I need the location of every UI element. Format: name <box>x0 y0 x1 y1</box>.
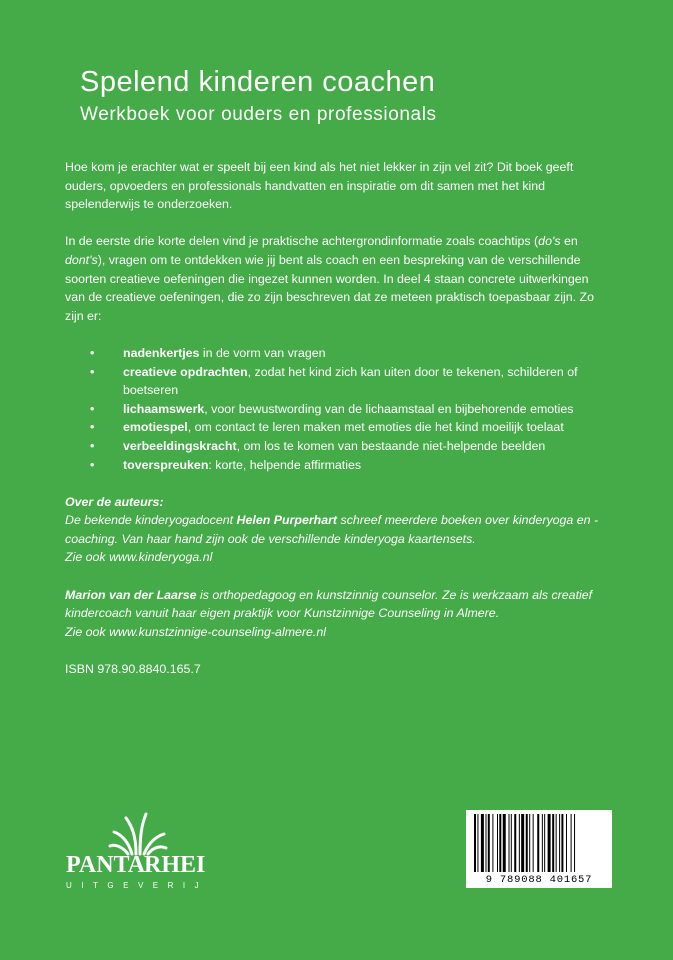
bullet-dot: • <box>90 438 95 453</box>
intro-paragraph-1: Hoe kom je erachter wat er speelt bij een kind als het niet lekker in zijn vel zit? Dit boek geeft ouders, opvoeders en professionals handvatten en inspiratie om dit samen met het kind spelenderwijs te onderzoeken. <box>65 160 574 212</box>
pantarhei-logo-icon <box>66 806 216 896</box>
book-title: Spelend kinderen coachen <box>80 66 436 98</box>
bullet-dot: • <box>90 457 95 472</box>
list-item <box>65 400 610 419</box>
author-1-link: Zie ook www.kinderyoga.nl <box>65 550 213 565</box>
barcode-icon <box>466 810 612 876</box>
list-item <box>65 344 610 363</box>
back-cover-text <box>65 158 610 697</box>
publisher-name-right: RHEI <box>144 852 206 878</box>
bullet-dot: • <box>90 401 95 416</box>
author-1-intro: De bekende kinderyogadocent <box>65 513 237 528</box>
list-item-term: verbeeldingskracht <box>123 438 237 453</box>
list-item-term: creatieve opdrachten <box>123 364 248 379</box>
intro-p2-dos: do's <box>538 234 561 249</box>
intro-p2-end: ), vragen om te ontdekken wie jij bent als coach en een bespreking van de verschillende soorten creatieve oefeningen die ingezet kunnen worden. In deel 4 staan concrete uitwerkingen van de creatieve oefeningen, die zo zijn beschreven dat ze meteen praktisch toepasbaar zijn. Zo zijn er: <box>65 252 594 323</box>
list-item-desc: , om contact te leren maken met emoties die het kind moeilijk toelaat <box>187 420 564 435</box>
isbn: ISBN 978.90.8840.165.7 <box>65 662 201 677</box>
publisher-tagline: UITGEVERIJ <box>66 881 209 890</box>
author-2-bio: is orthopedagoog en kunstzinnig counselor. Ze is werkzaam als creatief kindercoach vanuit haar eigen praktijk voor Kunstzinnige Counseling in Almere. <box>65 587 593 621</box>
list-item-desc: , zodat het kind zich kan uiten door te tekenen, schilderen of boetseren <box>123 364 578 398</box>
publisher-name-left: PANTA <box>66 852 146 878</box>
list-item <box>65 437 610 456</box>
list-item-term: lichaamswerk <box>123 401 205 416</box>
barcode-number: 9 789088 401657 <box>485 874 593 886</box>
list-item <box>65 456 610 475</box>
author-2-link: Zie ook www.kunstzinnige-counseling-almere.nl <box>65 624 327 639</box>
list-item-desc: in de vorm van vragen <box>199 345 326 360</box>
publisher-logo <box>66 806 216 896</box>
authors-heading: Over de auteurs: <box>65 494 164 509</box>
list-item <box>65 418 610 437</box>
author-2-name: Marion van der Laarse <box>65 587 197 602</box>
author-1-bio: schreef meerdere boeken over kinderyoga en -coaching. Van haar hand zijn ook de verschillende kinderyoga kaartensets. <box>65 513 599 546</box>
list-item-desc: , voor bewustwording van de lichaamstaal en bijbehorende emoties <box>204 401 574 416</box>
bullet-dot: • <box>90 364 95 379</box>
intro-p2-en: en <box>560 234 578 249</box>
list-item-term: toverspreuken <box>123 457 209 472</box>
authors-section-1 <box>65 493 610 567</box>
intro-paragraph-2 <box>65 232 610 325</box>
intro-p2-donts: dont's <box>65 252 98 267</box>
intro-p2-start: In de eerste drie korte delen vind je praktische achtergrondinformatie zoals coachtips ( <box>65 234 539 249</box>
list-item-desc: , om los te komen van bestaande niet-helpende beelden <box>236 438 546 453</box>
exercise-list <box>65 344 610 474</box>
list-item-term: nadenkertjes <box>123 345 200 360</box>
book-subtitle: Werkboek voor ouders en professionals <box>80 104 437 125</box>
bullet-dot: • <box>90 345 95 360</box>
list-item-term: emotiespel <box>123 420 188 435</box>
isbn-barcode <box>466 810 612 888</box>
list-item <box>65 363 610 400</box>
authors-section-2 <box>65 586 610 642</box>
list-item-desc: : korte, helpende affirmaties <box>208 457 362 472</box>
author-1-name: Helen Purperhart <box>236 513 338 528</box>
bullet-dot: • <box>90 420 95 435</box>
